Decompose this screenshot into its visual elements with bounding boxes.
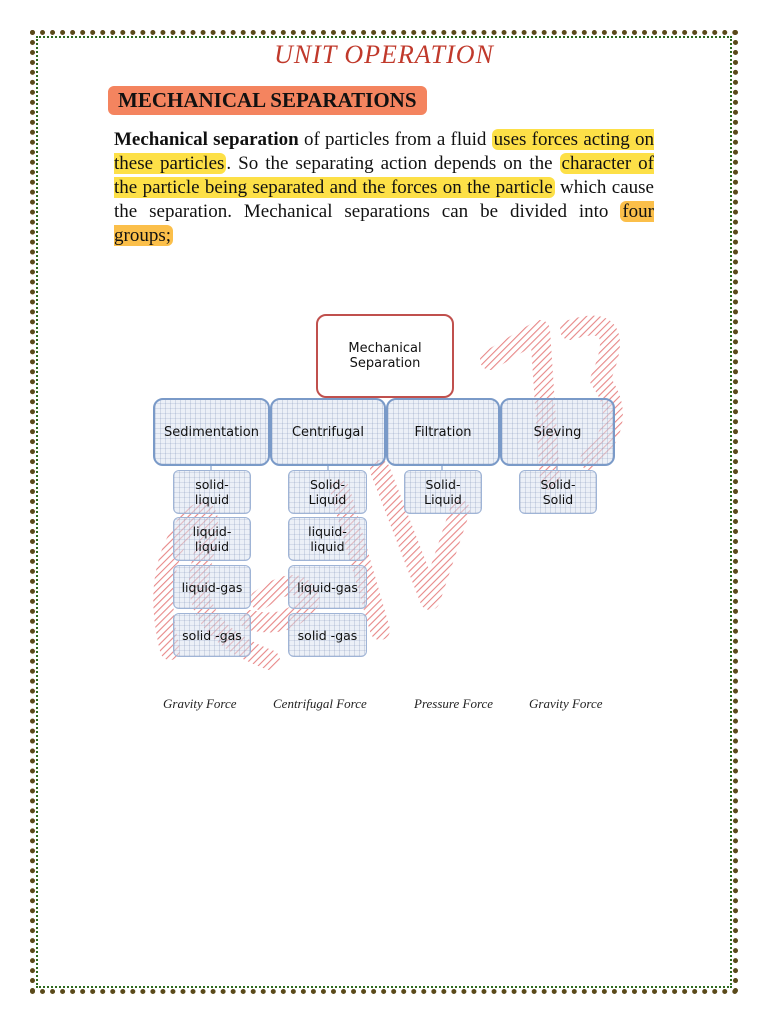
highlight-character: character of the particle being separated and the forces on the particle (114, 153, 654, 198)
sub-line: Liquid (308, 492, 347, 507)
category-sieving (500, 398, 615, 466)
sub-line: liquid- (308, 524, 347, 539)
force-label-centrifugal: Centrifugal Force (273, 696, 367, 711)
para-text-2: . So the separating action depends on the (226, 153, 560, 174)
sub-box-solid-gas (173, 613, 251, 657)
sub-line: liquid- (192, 524, 232, 539)
force-label-gravity: Gravity Force (163, 696, 237, 711)
category-filtration (386, 398, 500, 466)
force-label-pressure: Pressure Force (414, 696, 494, 711)
sub-line: liquid (194, 539, 230, 554)
sub-line: Solid- (310, 477, 345, 492)
sub-line: liquid-gas (181, 579, 243, 595)
root-line-2: Separation (349, 356, 421, 371)
category-label: Sieving (533, 424, 582, 440)
sub-box-solid-liquid (288, 470, 367, 514)
para-text-1: of particles from a fluid (298, 129, 492, 150)
sub-box-liquid-liquid (173, 517, 251, 561)
sub-box-solid-gas (288, 613, 367, 657)
sub-box-solid-liquid (404, 470, 482, 514)
category-label: Sedimentation (164, 424, 259, 440)
force-label-gravity: Gravity Force (529, 696, 603, 711)
category-label: Filtration (414, 424, 472, 440)
sub-box-solid-liquid (173, 470, 251, 514)
sub-line: Solid- (540, 477, 576, 492)
sub-box-liquid-gas (288, 565, 367, 609)
category-label: Centrifugal (291, 424, 364, 440)
sub-line: liquid (310, 539, 345, 554)
root-mechanical-separation (316, 314, 454, 398)
sub-line: Liquid (424, 492, 462, 507)
sub-line: liquid-gas (297, 579, 358, 595)
category-centrifugal (270, 398, 386, 466)
bold-lead: Mechanical separation (114, 129, 299, 150)
sub-box-liquid-gas (173, 565, 251, 609)
sub-line: liquid (194, 492, 230, 507)
root-line-1: Mechanical (348, 341, 422, 356)
sub-line: solid- (195, 477, 229, 492)
sub-box-liquid-liquid (288, 517, 367, 561)
highlight-forces: uses forces acting on these particles (114, 129, 655, 174)
para-text-3: which cause the separation. Mechanical separations can be divided into (114, 177, 654, 222)
unit-title: UNIT OPERATION (274, 40, 494, 69)
sub-line: Solid (542, 492, 574, 507)
sub-line: solid -gas (297, 627, 358, 643)
sub-line: solid -gas (182, 627, 242, 643)
section-heading: MECHANICAL SEPARATIONS (108, 86, 427, 115)
sub-box-solid-solid (519, 470, 597, 514)
sub-line: Solid- (425, 477, 461, 492)
category-sedimentation (153, 398, 270, 466)
highlight-four-groups: four groups; (114, 201, 654, 246)
